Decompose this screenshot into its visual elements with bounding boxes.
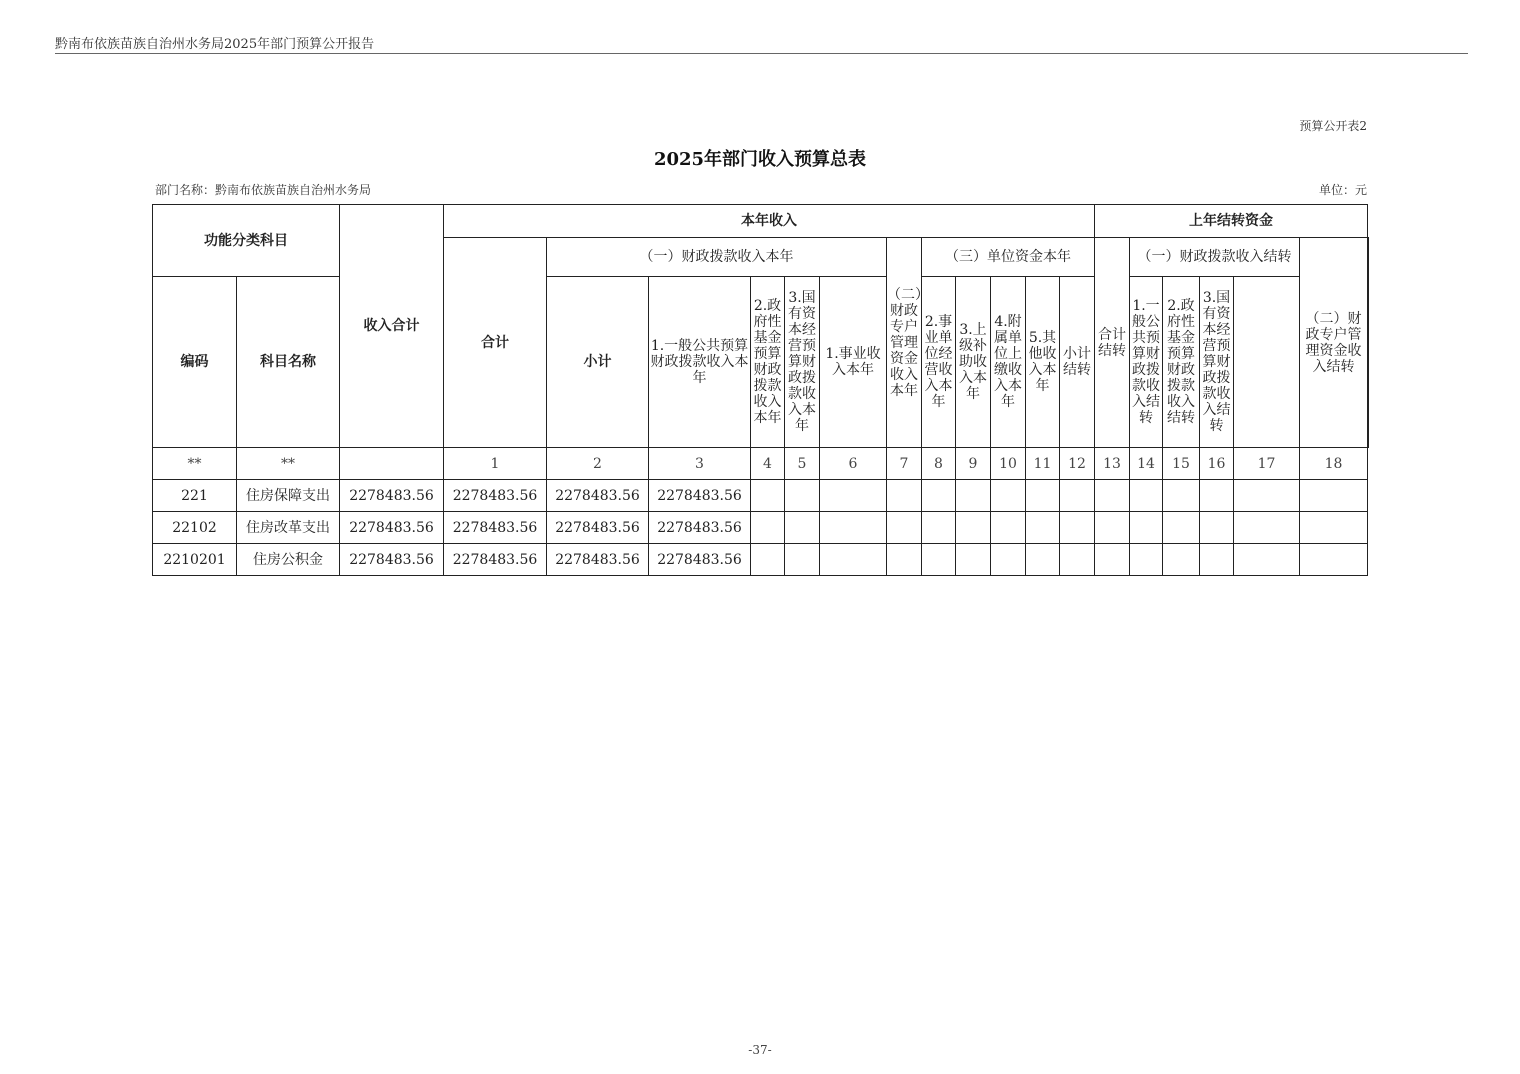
header-pc-special-account: （二）财政专户管理资金收入结转 [1300,238,1368,448]
page-number: -37- [748,1043,772,1057]
index-cell: 8 [922,448,956,480]
index-cell: 15 [1163,448,1200,480]
header-pc-subtotal: 小计结转 [1060,277,1095,448]
header-cy-unit-3: 3.上级补助收入本年 [956,277,991,448]
header-current-year-income: 本年收入 [444,205,1095,238]
header-cy-special-account: （二）财政专户管理资金收入本年 [887,238,922,448]
cy-subtotal-cell: 2278483.56 [547,544,649,576]
header-code: 编码 [153,277,237,448]
header-pc-general-budget: 1.一般公共预算财政拨款收入结转 [1130,277,1163,448]
header-function-subject: 功能分类科目 [153,205,340,277]
header-cy-general-budget: 1.一般公共预算财政拨款收入本年 [649,277,751,448]
index-cell: 2 [547,448,649,480]
header-cy-subtotal: 小计 [547,277,649,448]
index-cell: 12 [1060,448,1095,480]
header-pc-gov-fund: 2.政府性基金预算财政拨款收入结转 [1163,277,1200,448]
cy-subtotal-cell: 2278483.56 [547,480,649,512]
cy-subtotal-cell: 2278483.56 [547,512,649,544]
cy-general-cell: 2278483.56 [649,480,751,512]
column-index-row [153,448,1369,480]
index-cell: 1 [444,448,547,480]
header-cy-unit-2: 2.事业单位经营收入本年 [922,277,956,448]
income-budget-table [152,204,1369,576]
subject-name-cell: 住房改革支出 [237,512,340,544]
index-cell: 9 [956,448,991,480]
header-pc-state-capital: 3.国有资本经营预算财政拨款收入结转 [1200,277,1234,448]
code-cell: 22102 [153,512,237,544]
table-row [153,480,1369,512]
header-cy-unit-1: 1.事业收入本年 [820,277,887,448]
index-cell: 7 [887,448,922,480]
header-pc-total: 合计结转 [1095,238,1130,448]
cy-total-cell: 2278483.56 [444,544,547,576]
index-cell: 4 [751,448,785,480]
table-row [153,512,1369,544]
table-number: 预算公开表2 [1299,119,1367,133]
subject-name-cell: 住房公积金 [237,544,340,576]
table-row [153,544,1369,576]
header-income-total: 收入合计 [340,205,444,448]
index-cell: 11 [1026,448,1060,480]
index-cell: ** [237,448,340,480]
code-cell: 221 [153,480,237,512]
income-total-cell: 2278483.56 [340,480,444,512]
index-cell: 6 [820,448,887,480]
index-cell: 13 [1095,448,1130,480]
header-cy-state-capital: 3.国有资本经营预算财政拨款收入本年 [785,277,820,448]
header-subject-name: 科目名称 [237,277,340,448]
cy-general-cell: 2278483.56 [649,512,751,544]
index-cell: 16 [1200,448,1234,480]
subject-name-cell: 住房保障支出 [237,480,340,512]
header-prior-year-carryover: 上年结转资金 [1095,205,1368,238]
index-cell: 18 [1300,448,1368,480]
table-title: 2025年部门收入预算总表 [653,149,867,170]
header-cy-fiscal-group: （一）财政拨款收入本年 [547,238,887,277]
index-cell: 3 [649,448,751,480]
report-header-title: 黔南布依族苗族自治州水务局2025年部门预算公开报告 [55,37,375,52]
cy-general-cell: 2278483.56 [649,544,751,576]
header-cy-unit-4: 4.附属单位上缴收入本年 [991,277,1026,448]
index-cell: 5 [785,448,820,480]
header-cy-unit-funds-group: （三）单位资金本年 [922,238,1095,277]
header-cy-unit-5: 5.其他收入本年 [1026,277,1060,448]
header-pc-unit-funds [1368,238,1369,448]
index-cell: 17 [1234,448,1300,480]
department-name: 部门名称：黔南布依族苗族自治州水务局 [155,183,372,197]
index-cell: 10 [991,448,1026,480]
header-cy-gov-fund: 2.政府性基金预算财政拨款收入本年 [751,277,785,448]
cy-total-cell: 2278483.56 [444,512,547,544]
income-total-cell: 2278483.56 [340,544,444,576]
index-cell: 14 [1130,448,1163,480]
currency-unit: 单位：元 [1318,183,1367,197]
index-cell [340,448,444,480]
index-cell: ** [153,448,237,480]
header-cy-total: 合计 [444,238,547,448]
cy-total-cell: 2278483.56 [444,480,547,512]
code-cell: 2210201 [153,544,237,576]
header-pc-fiscal-group: （一）财政拨款收入结转 [1130,238,1300,277]
income-total-cell: 2278483.56 [340,512,444,544]
header-divider [55,53,1468,54]
